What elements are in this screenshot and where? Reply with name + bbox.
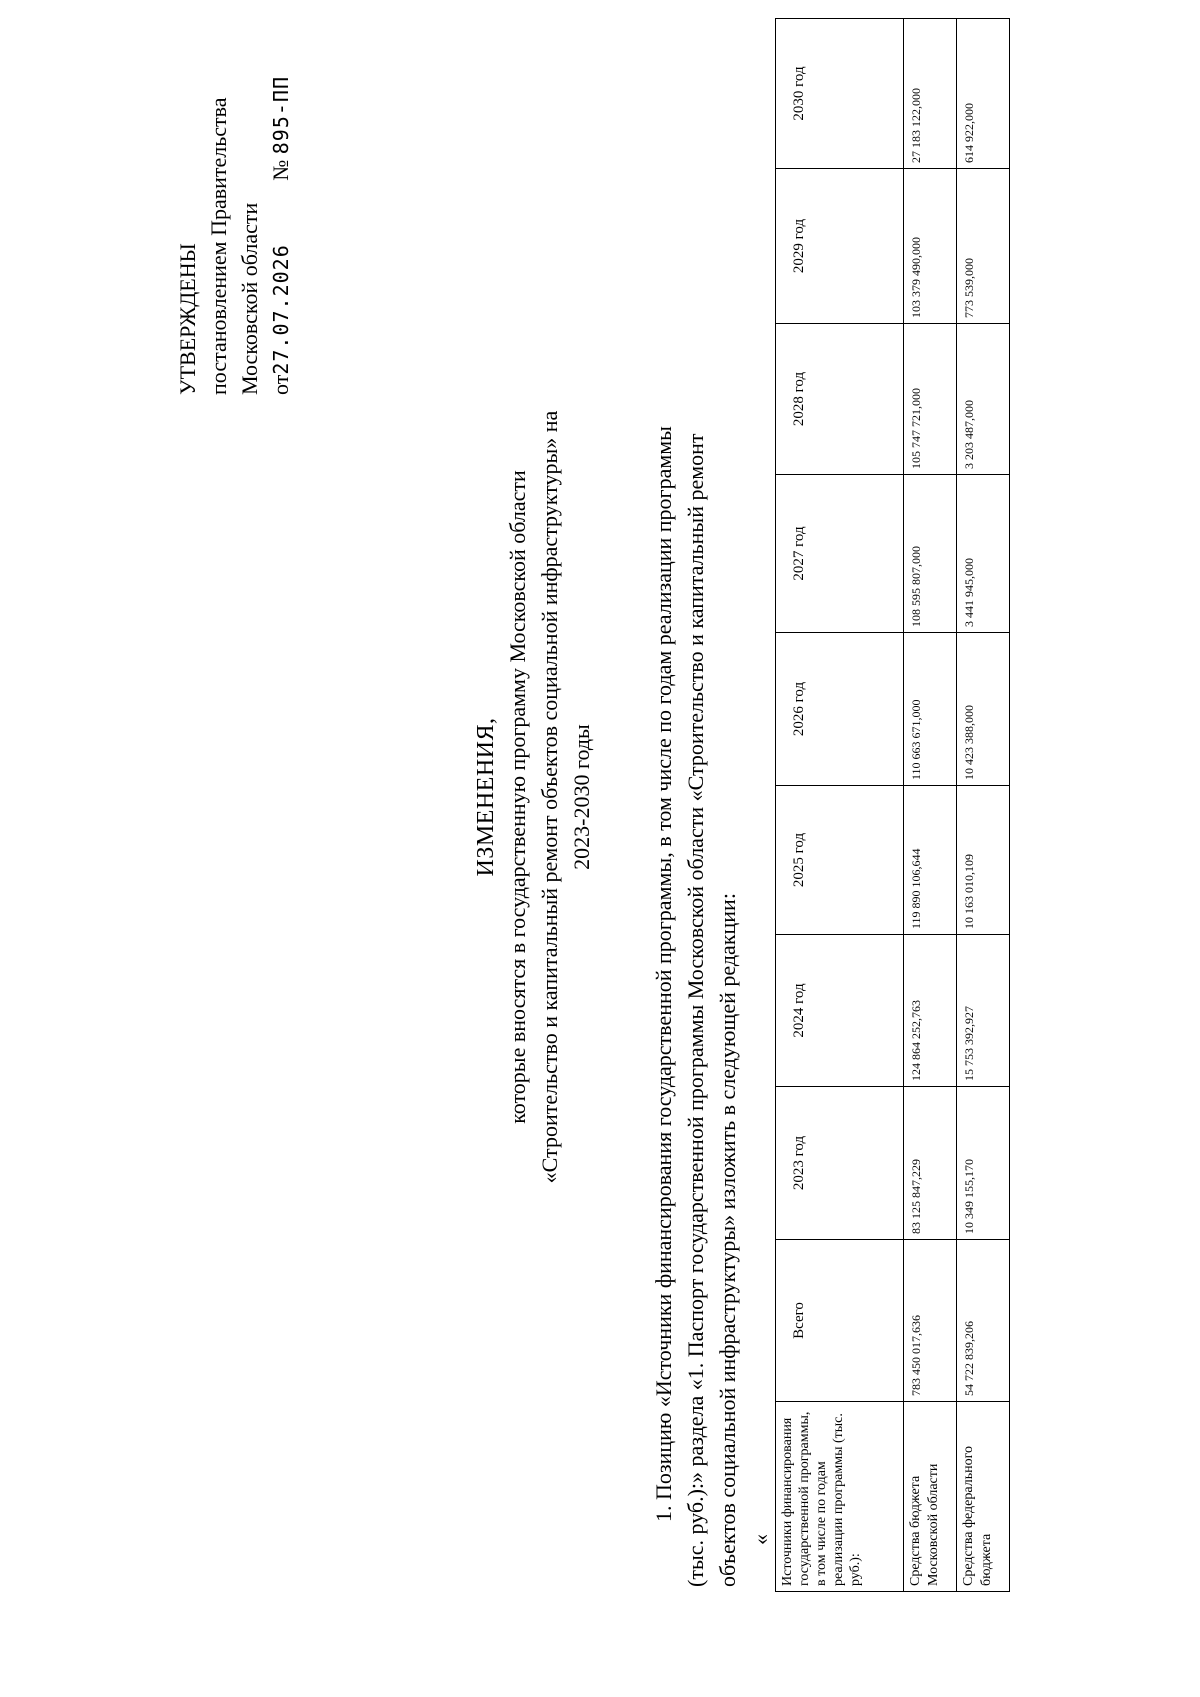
heading-title: ИЗМЕНЕНИЯ, — [473, 717, 499, 877]
body-paragraph — [648, 117, 744, 1587]
row-label: Средства федерального бюджета — [957, 1402, 1010, 1592]
table-cell: 108 595 807,000 — [904, 475, 957, 633]
table-cell: 15 753 392,927 — [957, 935, 1010, 1087]
table-cell: 110 663 671,000 — [904, 633, 957, 786]
header-2024: 2024 год — [776, 935, 904, 1087]
header-source: Источники финансирования государственной программы, в том числе по годам реализации программы (тыс. руб.): — [776, 1402, 904, 1592]
table-cell: 119 890 106,644 — [904, 786, 957, 935]
header-2025: 2025 год — [776, 786, 904, 935]
approval-block — [172, 76, 297, 395]
opening-quote: « — [748, 1534, 773, 1545]
table-cell: 10 163 010,109 — [957, 786, 1010, 935]
table-cell: 83 125 847,229 — [904, 1087, 957, 1240]
table-cell: 54 722 839,206 — [957, 1240, 1010, 1402]
heading-line-2: «Строительство и капитальный ремонт объектов социальной инфраструктуры» на 2023-2030 годы — [537, 410, 594, 1184]
header-2029: 2029 год — [776, 169, 904, 324]
document-heading — [470, 397, 598, 1197]
header-2030: 2030 год — [776, 19, 904, 169]
approval-date-line — [265, 76, 297, 395]
paragraph-line-1: 1. Позицию «Источники финансирования государственной программы, в том числе по годам реализации программы — [651, 426, 676, 1522]
table-cell: 124 864 252,763 — [904, 935, 957, 1087]
header-2027: 2027 год — [776, 475, 904, 633]
table-row — [904, 19, 957, 1592]
table-header-row — [776, 19, 904, 1592]
paragraph-line-2: (тыс. руб.):» раздела «1. Паспорт государственной программы Московской области «Строительство и капитальный ремонт — [683, 433, 708, 1587]
table-cell: 10 423 388,000 — [957, 633, 1010, 786]
header-2023: 2023 год — [776, 1087, 904, 1240]
table-row — [957, 19, 1010, 1592]
table-cell: 3 203 487,000 — [957, 324, 1010, 475]
table-cell: 27 183 122,000 — [904, 19, 957, 169]
table-cell: 783 450 017,636 — [904, 1240, 957, 1402]
header-2026: 2026 год — [776, 633, 904, 786]
approval-line-2: Московской области — [237, 202, 262, 395]
financing-table — [775, 18, 1010, 1592]
header-2028: 2028 год — [776, 324, 904, 475]
header-total: Всего — [776, 1240, 904, 1402]
row-label: Средства бюджета Московской области — [904, 1402, 957, 1592]
table-cell: 10 349 155,170 — [957, 1087, 1010, 1240]
paragraph-line-3: объектов социальной инфраструктуры» изложить в следующей редакции: — [715, 893, 740, 1587]
number-prefix: № — [268, 159, 293, 181]
date-prefix: от — [268, 374, 293, 395]
table-cell: 103 379 490,000 — [904, 169, 957, 324]
document-number: 895-ПП — [269, 76, 293, 155]
approval-date: 27.07.2026 — [269, 244, 293, 375]
table-cell: 614 922,000 — [957, 19, 1010, 169]
table-cell: 773 539,000 — [957, 169, 1010, 324]
approval-stamp: УТВЕРЖДЕНЫ — [175, 243, 200, 395]
table-cell: 3 441 945,000 — [957, 475, 1010, 633]
heading-line-1: которые вносятся в государственную программу Московской области — [505, 470, 530, 1124]
table-cell: 105 747 721,000 — [904, 324, 957, 475]
approval-line-1: постановлением Правительства — [206, 97, 231, 395]
